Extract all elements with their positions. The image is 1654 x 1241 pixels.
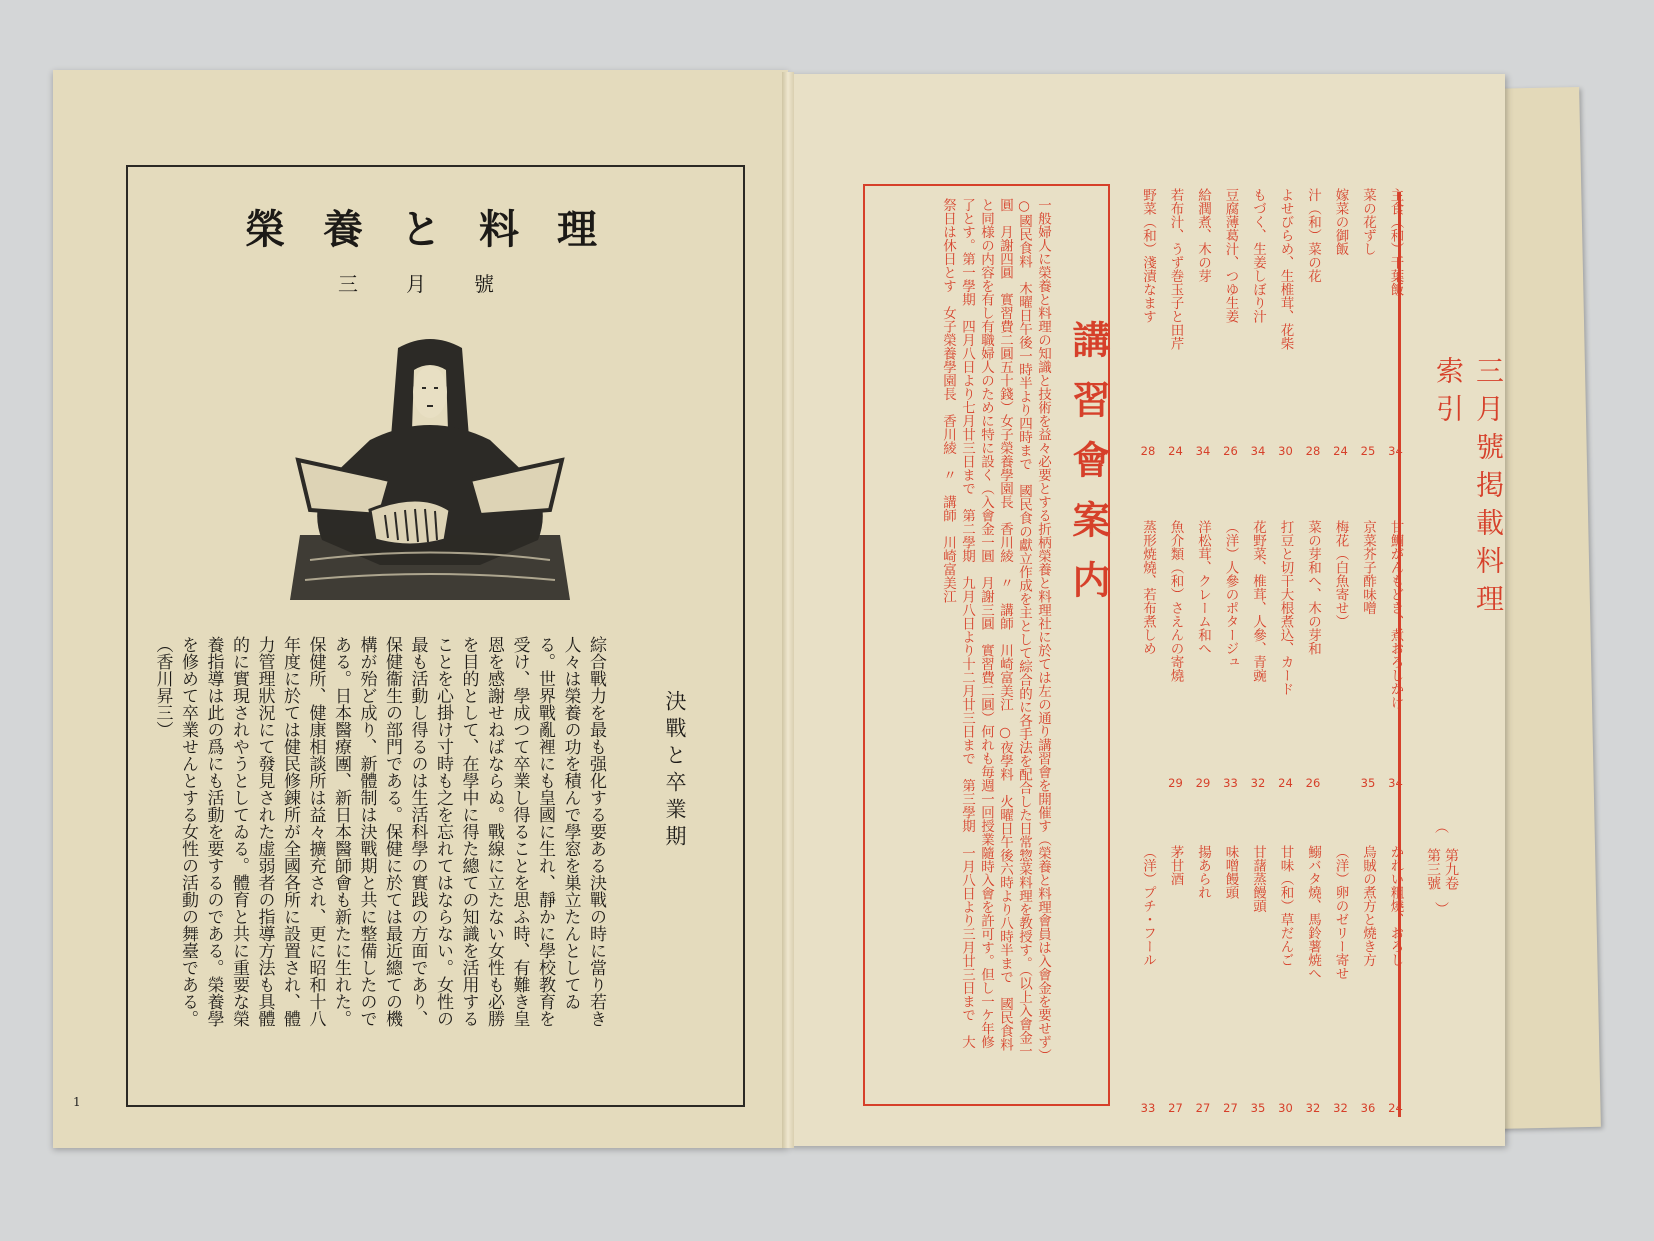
index-entry-page: 30 <box>1278 1101 1293 1115</box>
index-entry <box>1165 520 1187 790</box>
index-entry-page: 30 <box>1278 444 1293 458</box>
index-entry-page: 35 <box>1360 776 1376 790</box>
index-entry-label: 打豆と切干大根煮込、カード <box>1277 520 1294 696</box>
index-entry <box>1137 188 1159 458</box>
index-entry <box>1137 845 1159 1115</box>
woodcut-figure-illustration <box>270 330 590 610</box>
page-number: 1 <box>73 1095 81 1109</box>
index-entry <box>1275 520 1297 790</box>
index-entry-label: （洋）プチ・フール <box>1140 845 1156 967</box>
index-entry-page: 27 <box>1223 1101 1238 1115</box>
index-entry <box>1357 520 1379 790</box>
index-entry-page: 35 <box>1250 1101 1266 1115</box>
index-entry-page: 34 <box>1195 444 1211 458</box>
index-entry <box>1302 520 1324 790</box>
index-entry-page: 29 <box>1195 776 1211 790</box>
issue-number: 第三號 <box>1425 848 1441 890</box>
index-entry-page: 33 <box>1223 776 1238 790</box>
index-entry-label: 甘味（和）草だんご <box>1277 845 1294 967</box>
index-entry <box>1275 845 1297 1115</box>
index-entry-label: 烏賊の煮方と燒き方 <box>1360 845 1376 967</box>
index-entry-label: 菜の花ずし <box>1360 188 1376 256</box>
essay-body: 綜合戰力を最も强化する要ある決戰の時に當り若き人々は榮養の功を積んで學窓を巣立たんとしてゐる。世界戰亂裡にも皇國に生れ、靜かに學校教育を受け、學成つて卒業し得ることを思ふ時、有難き皇恩を感謝せねばならぬ。戰線に立たない女性も必勝を目的として、在學中に得た總ての知識を活用することを心掛け寸時も之を忘れてはならない。女性の最も活動し得るのは生活科學の實践の方面であり、保健衞生の部門である。保健に於ては最近總ての機構が殆ど成り、新體制は決戰期と共に整備したのである。日本醫療團、新日本醫師會も新たに生れた。保健所、健康相談所は益々擴充され、更に昭和十八年度に於ては健民修錬所が全國各所に設置され、體力管理狀況にて發見された虚弱者の指導方法も具體的に實現されやうとしてゐる。體育と共に重要な榮養指導は此の爲にも活動を要するのである。榮養學を修めて卒業せんとする女性の活動の舞臺である。（香川昇三） <box>152 636 606 1027</box>
index-entry <box>1385 520 1407 790</box>
index-entry-label: 主食（和）干葉飯 <box>1387 188 1404 296</box>
issue-subtitle: 三月號 <box>338 272 542 296</box>
index-entry-page: 34 <box>1388 444 1403 458</box>
index-entry-page: 25 <box>1360 444 1376 458</box>
index-entry-page: 24 <box>1168 444 1183 458</box>
index-entry <box>1247 520 1269 790</box>
index-entry <box>1302 845 1324 1115</box>
index-entry <box>1192 520 1214 790</box>
index-entry <box>1385 188 1407 458</box>
index-entry-label: 茅甘酒 <box>1167 845 1184 886</box>
index-entry-label: かれい粗燒、おろし <box>1387 845 1404 967</box>
index-entry-label: 洋松茸、クレーム和へ <box>1195 520 1211 655</box>
essay-title: 決戰と卒業期 <box>663 690 687 852</box>
index-entry-label: 豆腐薄葛汁、つゆ生姜 <box>1222 188 1239 323</box>
magazine-title: 榮養と料理 <box>245 206 635 253</box>
index-entry-label: 菜の芽和へ、木の芽和 <box>1305 520 1321 655</box>
index-entry <box>1192 845 1214 1115</box>
index-entry <box>1137 520 1159 790</box>
index-entry-page: 32 <box>1333 1101 1348 1115</box>
index-entry-label: 甘鯛がんもどき、煮おろしかけ <box>1387 520 1404 709</box>
index-entry-label: 甘藷蒸饅頭 <box>1250 845 1266 913</box>
index-entry-page: 28 <box>1140 444 1156 458</box>
index-entry-page: 27 <box>1195 1101 1211 1115</box>
volume-number: 第九卷 <box>1443 848 1459 890</box>
announcement-title: 講習會案内 <box>1066 320 1111 620</box>
index-entry-label: 花野菜、椎茸、人參、青豌 <box>1250 520 1266 682</box>
index-entry <box>1357 188 1379 458</box>
index-entry-label: 蒸形焼燒、若布煮しめ <box>1140 520 1156 655</box>
index-block-bottom <box>1137 845 1407 1115</box>
index-entry-label: 嫁菜の御飯 <box>1332 188 1349 256</box>
index-entry-page: 36 <box>1360 1101 1376 1115</box>
index-entry <box>1247 188 1269 458</box>
index-entry <box>1220 188 1242 458</box>
index-entry-label: 汁（和）菜の花 <box>1305 188 1321 283</box>
index-entry-page: 29 <box>1168 776 1183 790</box>
index-entry-label: 野菜（和）淺漬なます <box>1140 188 1156 323</box>
index-entry-label: もづく、生姜しぼり汁 <box>1250 188 1266 323</box>
index-entry-page: 34 <box>1250 444 1266 458</box>
index-entry <box>1192 188 1214 458</box>
index-entry-label: 給潤煮、木の芽 <box>1195 188 1211 283</box>
index-entry-label: 味噌饅頭 <box>1222 845 1239 899</box>
index-entry <box>1330 520 1352 790</box>
index-entry-page: 26 <box>1305 776 1321 790</box>
index-entry <box>1330 188 1352 458</box>
index-entry-label: よせびらめ、生椎茸、花柴 <box>1277 188 1294 350</box>
index-entry-label: 梅花（白魚寄せ） <box>1332 520 1349 628</box>
book-gutter <box>782 72 794 1148</box>
index-entry <box>1357 845 1379 1115</box>
index-block-top <box>1137 188 1407 458</box>
index-entry-page: 24 <box>1278 776 1293 790</box>
index-entry-page: 26 <box>1223 444 1238 458</box>
index-entry <box>1220 520 1242 790</box>
index-entry <box>1330 845 1352 1115</box>
volume-badge: ︵ 第九卷 第三號 ︶ <box>1425 820 1459 918</box>
index-entry-page: 28 <box>1305 444 1321 458</box>
index-entry-label: 魚介類（和）さえんの寄燒 <box>1167 520 1184 682</box>
announcement-body: 一般婦人に榮養と料理の知識と技術を益々必要とする折柄榮養と料理社に於ては左の通り講習會を開催す（榮養と料理會員は入會金を要せず）○國民食料 木曜日午後一時半より四時まで 國民食の獻立作成を主として綜合的に各手法を配合した日常惣菜料理を教授す。（以上入會金一圓 月謝四圓 實習費二圓五十錢）女子榮養學園長 香川綾 〃 講師 川崎富美江 ○夜學料 火曜日午後六時より八時半まで 國民食料と同様の内容を有し有職婦人のために特に設く（入會金一圓 月謝三圓 實習費二圓）何れも毎週一回授業隨時入會を許可す。但し一ケ年修了とす。第一學期 四月八日より七月廿三日まで 第二學期 九月八日より十二月廿三日まで 第三學期 一月八日より三月廿三日まで 大祭日は休日とす 女子榮養學園長 香川綾 〃 講師 川崎富美江 <box>940 198 1051 1058</box>
index-block-middle <box>1137 520 1407 790</box>
index-entry-label: 若布汁、うず巻玉子と田芹 <box>1167 188 1184 350</box>
index-entry <box>1165 845 1187 1115</box>
index-entry-page: 34 <box>1388 776 1403 790</box>
index-entry-page: 24 <box>1388 1101 1403 1115</box>
index-entry-page: 33 <box>1140 1101 1156 1115</box>
index-title: 三月號掲載料理索引 <box>1432 356 1505 622</box>
index-entry-page: 32 <box>1250 776 1266 790</box>
index-entry <box>1247 845 1269 1115</box>
index-entry <box>1275 188 1297 458</box>
index-entry-label: （洋）卵のゼリー寄せ <box>1332 845 1349 980</box>
index-entry-label: （洋）人參のポタージュ <box>1222 520 1239 669</box>
index-entry-page: 24 <box>1333 444 1348 458</box>
index-entry-label: 揚あられ <box>1195 845 1211 899</box>
index-entry <box>1165 188 1187 458</box>
index-entry <box>1385 845 1407 1115</box>
index-entry-label: 鰯バタ燒、馬鈴薯焼へ <box>1305 845 1321 980</box>
index-entry <box>1220 845 1242 1115</box>
index-entry-label: 京菜芥子酢味噌 <box>1360 520 1376 615</box>
index-entry-page: 27 <box>1168 1101 1183 1115</box>
index-entry-page: 32 <box>1305 1101 1321 1115</box>
index-entry <box>1302 188 1324 458</box>
